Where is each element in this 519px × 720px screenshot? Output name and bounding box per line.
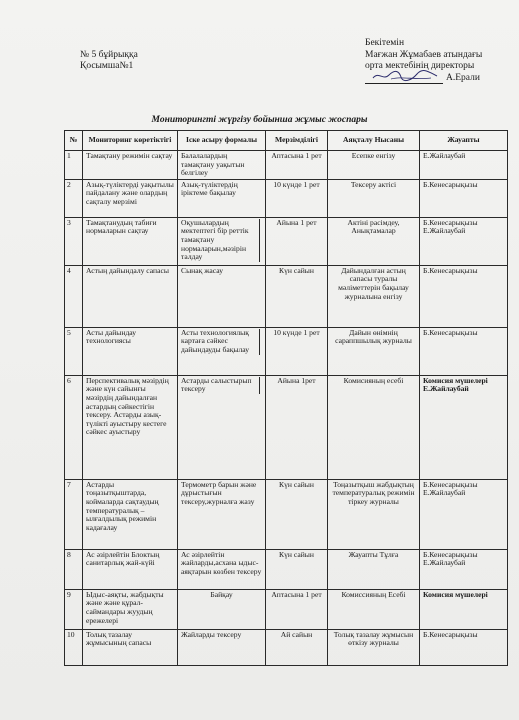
director-title: орта мектебінің директоры (365, 61, 475, 71)
form-cell (178, 327, 266, 375)
frequency-cell: Аптасына 1 рет (266, 589, 328, 629)
handwritten-signature (365, 73, 443, 84)
school-name: Мағжан Жұмабаев атындағы (365, 49, 483, 60)
row-number: 3 (65, 217, 83, 265)
approve-label: Бекітемін (365, 38, 405, 48)
table-row (65, 375, 508, 479)
monitoring-cell: Толық тазалау жұмысының сапасы (83, 629, 178, 665)
frequency-cell: Күн сайын (266, 549, 328, 589)
frequency-cell: Айына 1рет (266, 375, 328, 479)
completion-cell: Комисияның есебі (328, 375, 420, 479)
table-row (65, 151, 508, 180)
approval-block (365, 38, 515, 84)
row-number: 7 (65, 479, 83, 549)
form-cell: Азық-түліктердің іріктеме бақылау (178, 179, 266, 217)
header-number: № (65, 131, 83, 151)
table-row (65, 265, 508, 327)
responsible-cell: Комисия мүшелері Е.Жайлаубай (420, 375, 508, 479)
responsible-cell: Б.Кенесарықызы Е.Жайлаубай (420, 549, 508, 589)
completion-cell: Толық тазалау жұмысын өткізу журналы (328, 629, 420, 665)
monitoring-cell: Ыдыс-аяқты, жабдықты және және құрал-саймандары жуудың ережелері (83, 589, 178, 629)
row-number: 8 (65, 549, 83, 589)
frequency-cell: Күн сайын (266, 265, 328, 327)
monitoring-cell: Астың дайындалу сапасы (83, 265, 178, 327)
completion-cell: Актіні расімдеу, Анықтамалар (328, 217, 420, 265)
completion-cell: Дайындалған астың сапасы туралы мәліметтерін бақылау журналына енгізу (328, 265, 420, 327)
responsible-cell: Б.Кенесарықызы (420, 327, 508, 375)
order-number: № 5 бұйрыққа (80, 50, 138, 60)
form-cell: Байқау (178, 589, 266, 629)
table-header-row (65, 131, 508, 151)
form-cell: Термометр барын және дұрыстығын тексеру,журналға жазу (178, 479, 266, 549)
document-title: Мониторингті жүргізу бойынша жұмыс жоспары (151, 115, 368, 125)
row-number: 10 (65, 629, 83, 665)
form-cell-text: Оқушылардың мектептегі бір реттік тамақтану нормаларын,мәзірін талдау (181, 219, 260, 262)
responsible-cell: Б.Кенесарықызы (420, 629, 508, 665)
monitoring-cell: Азық-түліктерді уақытылы пайдалану және олардың сақталу мерзімі (83, 179, 178, 217)
row-number: 9 (65, 589, 83, 629)
form-cell: Сынақ жасау (178, 265, 266, 327)
row-number: 1 (65, 151, 83, 180)
row-number: 6 (65, 375, 83, 479)
row-number: 5 (65, 327, 83, 375)
header-responsible: Жауапты (420, 131, 508, 151)
monitoring-cell: Тамақтанудың табиғи нормаларын сақтау (83, 217, 178, 265)
frequency-cell: Ай сайын (266, 629, 328, 665)
header-monitoring: Мониторинг көретіктігі (83, 131, 178, 151)
director-name: А.Ерали (446, 72, 480, 83)
responsible-cell: Е.Жайлаубай (420, 151, 508, 180)
monitoring-plan-table (64, 130, 508, 666)
responsible-cell: Комисия мүшелері (420, 589, 508, 629)
table-row (65, 217, 508, 265)
completion-cell: Тоңазытқыш жабдықтың температуралық режимін тіркеу журналы (328, 479, 420, 549)
frequency-cell: 10 күнде 1 рет (266, 179, 328, 217)
responsible-cell: Б.Кенесарықызы Е.Жайлаубай (420, 217, 508, 265)
order-reference (80, 50, 138, 72)
form-cell: Жайларды тексеру (178, 629, 266, 665)
table-row (65, 479, 508, 549)
responsible-cell: Б.Кенесарықызы Е.Жайлаубай (420, 479, 508, 549)
completion-cell: Тексеру актісі (328, 179, 420, 217)
monitoring-cell: Ас әзірлейтін Блоктың санитарлық жай-күйі (83, 549, 178, 589)
monitoring-cell: Астарды тоңазытқыштарда, коймаларда сақтаудың температуралық – ылғалдылық режимін кадағалау (83, 479, 178, 549)
frequency-cell: Айына 1 рет (266, 217, 328, 265)
row-number: 4 (65, 265, 83, 327)
frequency-cell: Күн сайын (266, 479, 328, 549)
responsible-cell: Б.Кенесарықызы (420, 179, 508, 217)
responsible-cell: Б.Кенесарықызы (420, 265, 508, 327)
completion-cell: Дайын өнімнің сараппшылық журналы (328, 327, 420, 375)
monitoring-cell: Асты дайындау технологиясы (83, 327, 178, 375)
form-cell (178, 375, 266, 479)
form-cell-text: Астарды салыстырып тексеру (181, 377, 260, 394)
table-row (65, 549, 508, 589)
table-row (65, 327, 508, 375)
header-completion: Аяқталу Нысаны (328, 131, 420, 151)
form-cell: Балалалардың тамақтану уақытын белгілеу (178, 151, 266, 180)
form-cell: Ас әзірлейтін жайларды,асхана ыдыс-аяқтарын көзбен тексеру (178, 549, 266, 589)
frequency-cell: Аптасына 1 рет (266, 151, 328, 180)
form-cell-text: Асты технологиялық картаға сәйкес дайындауды бақылау (181, 329, 260, 355)
signature-line (365, 73, 515, 85)
form-cell (178, 217, 266, 265)
monitoring-cell: Тамақтану режимін сақтау (83, 151, 178, 180)
completion-cell: Есепке енгізу (328, 151, 420, 180)
monitoring-cell: Перспективалық мәзірдің және күн сайынғы мәзірдің дайындалған астардың сәйкестігін тексеру. Астарды азық-түлікті ауыстыру кестеге сәйкес ауыстыру (83, 375, 178, 479)
table-row (65, 589, 508, 629)
table-row (65, 629, 508, 665)
completion-cell: Жауапты Тұлға (328, 549, 420, 589)
appendix-number: Қосымша№1 (80, 61, 134, 71)
table-row (65, 179, 508, 217)
frequency-cell: 10 күнде 1 рет (266, 327, 328, 375)
header-frequency: Мерзімділігі (266, 131, 328, 151)
completion-cell: Комиссияның Есебі (328, 589, 420, 629)
row-number: 2 (65, 179, 83, 217)
header-form: Іске асыру формалы (178, 131, 266, 151)
